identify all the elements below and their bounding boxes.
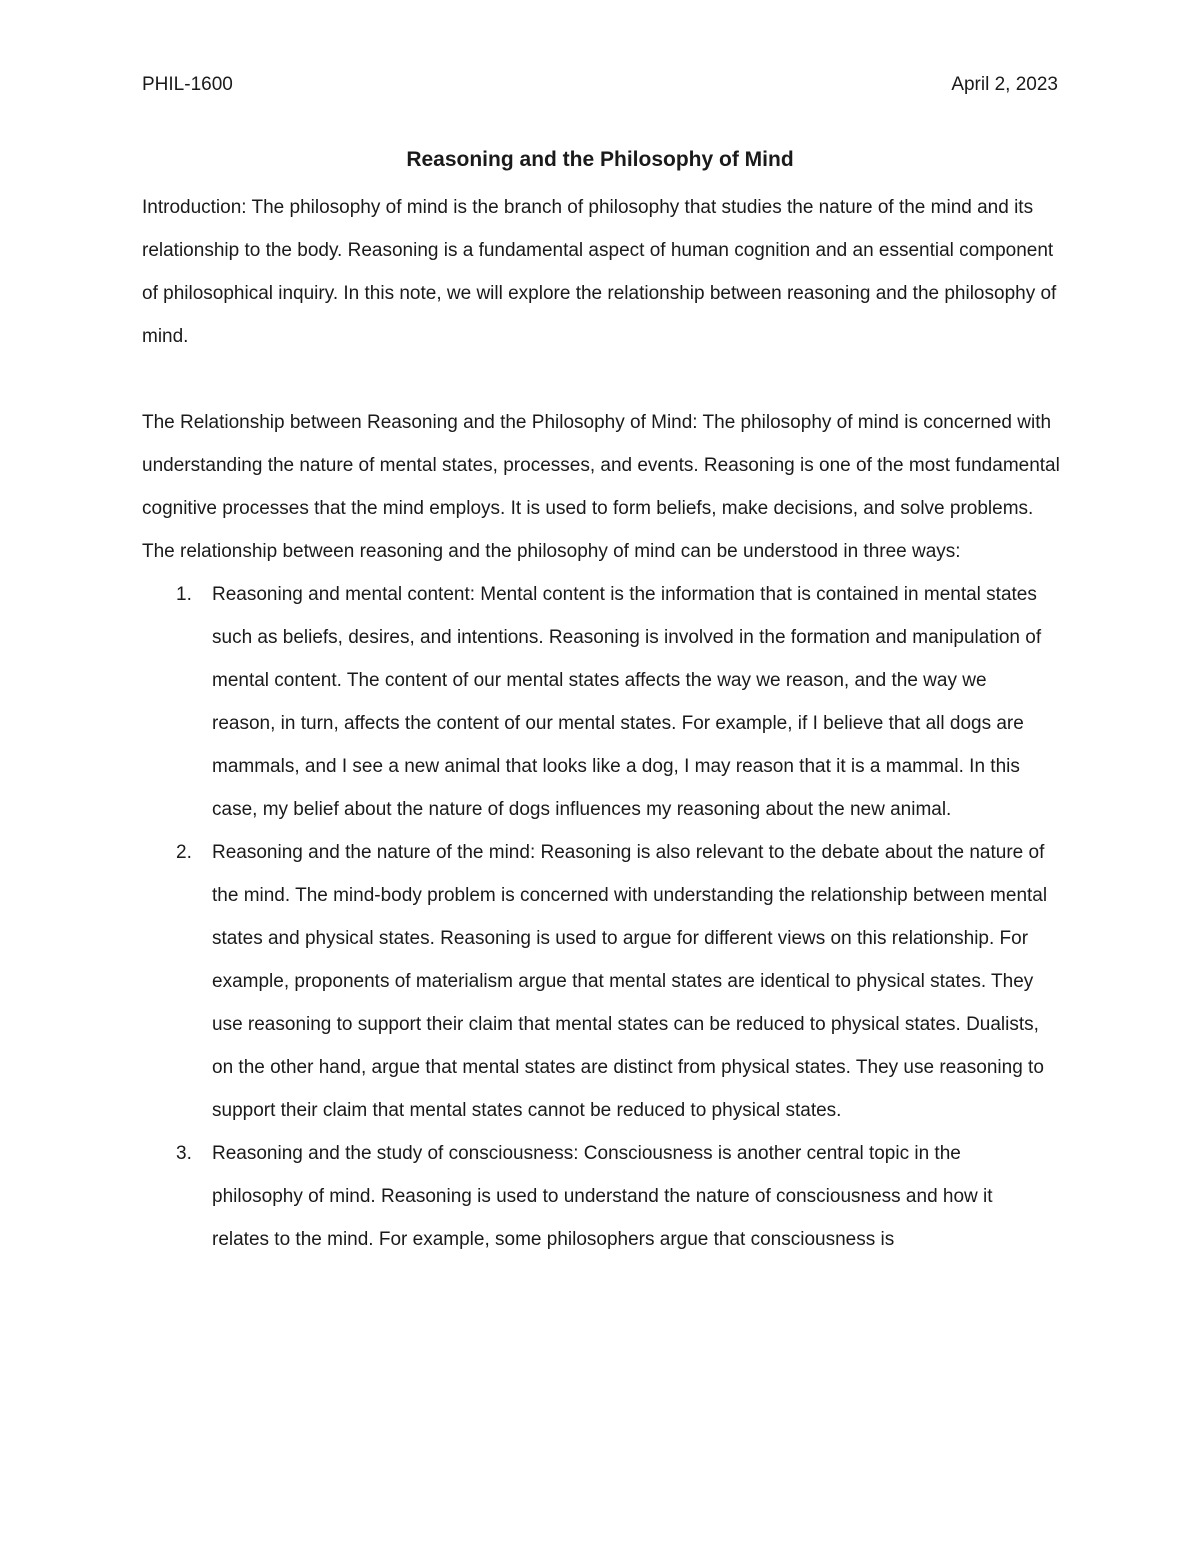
list-item — [142, 1132, 1052, 1261]
list-item-text: Reasoning and the nature of the mind: Reasoning is also relevant to the debate about the nature of the mind. The mind-body problem is concerned with understanding the relationship between mental states and physical states. Reasoning is used to argue for different views on this relationship. For example, proponents of materialism argue that mental states are identical to physical states. They use reasoning to support their claim that mental states can be reduced to physical states. Dualists, on the other hand, argue that mental states are distinct from physical states. They use reasoning to support their claim that mental states cannot be reduced to physical states. — [212, 842, 1048, 1121]
document-date: April 2, 2023 — [951, 74, 1058, 95]
list-item-number: 3. — [176, 1143, 192, 1164]
course-code: PHIL-1600 — [142, 74, 233, 95]
list-item-number: 2. — [176, 842, 192, 863]
document-title: Reasoning and the Philosophy of Mind — [406, 148, 794, 171]
numbered-list — [142, 573, 1062, 1261]
list-item-text: Reasoning and mental content: Mental content is the information that is contained in mental states such as beliefs, desires, and intentions. Reasoning is involved in the formation and manipulation of mental content. The content of our mental states affects the way we reason, and the way we reason, in turn, affects the content of our mental states. For example, if I believe that all dogs are mammals, and I see a new animal that looks like a dog, I may reason that it is a mammal. In this case, my belief about the nature of dogs influences my reasoning about the new animal. — [212, 584, 1042, 820]
paragraph-spacer — [142, 358, 1062, 401]
list-item — [142, 573, 1052, 831]
relationship-paragraph: The Relationship between Reasoning and the Philosophy of Mind: The philosophy of mind is concerned with understanding the nature of mental states, processes, and events. Reasoning is one of the most fundamental cognitive processes that the mind employs. It is used to form beliefs, make decisions, and solve problems. The relationship between reasoning and the philosophy of mind can be understood in three ways: — [142, 412, 1060, 562]
list-item-text: Reasoning and the study of consciousness: Consciousness is another central topic in the philosophy of mind. Reasoning is used to understand the nature of consciousness and how it relates to the mind. For example, some philosophers argue that consciousness is — [212, 1143, 993, 1250]
intro-paragraph: Introduction: The philosophy of mind is the branch of philosophy that studies the nature of the mind and its relationship to the body. Reasoning is a fundamental aspect of human cognition and an essential component of philosophical inquiry. In this note, we will explore the relationship between reasoning and the philosophy of mind. — [142, 197, 1057, 347]
list-item — [142, 831, 1052, 1132]
list-item-number: 1. — [176, 584, 192, 605]
document-body — [142, 186, 1062, 1261]
